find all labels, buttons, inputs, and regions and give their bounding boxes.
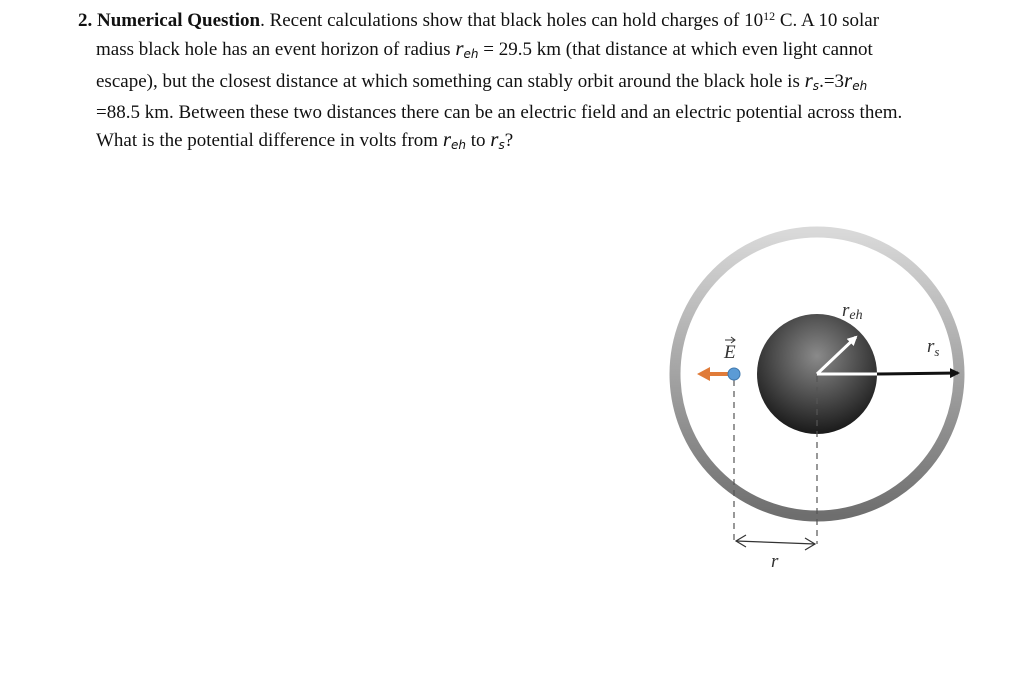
test-charge-dot <box>728 368 740 380</box>
variable-r: r <box>442 127 452 151</box>
question-text-part: C. A 10 solar <box>775 10 880 31</box>
subscript-eh: eh <box>852 79 868 93</box>
charge-exponent: 12 <box>763 9 776 23</box>
question-text-part: = 29.5 km (that distance at which even light cannot <box>478 38 873 60</box>
question-text-part: escape), but the closest distance at which something can stably orbit around the black hole is <box>96 71 805 92</box>
question-text-part: What is the potential difference in volts from <box>96 130 443 151</box>
label-distance-r: r <box>771 551 779 572</box>
question-text-part: ? <box>504 130 514 151</box>
label-electric-field: E <box>724 342 736 363</box>
question-kind: Numerical Question <box>97 10 261 31</box>
variable-r: r <box>844 68 853 92</box>
question-text-part: to <box>466 130 491 151</box>
subscript-s: s <box>812 79 820 93</box>
electric-field-arrowhead <box>697 367 710 381</box>
label-reh-symbol: r <box>842 300 850 321</box>
label-reh-subscript: eh <box>849 308 863 323</box>
question-text-part: .=3 <box>819 71 845 92</box>
subscript-eh: eh <box>451 138 467 152</box>
label-stable-orbit-radius <box>927 336 939 359</box>
question-text-part: mass black hole has an event horizon of radius <box>96 38 456 60</box>
label-rs-subscript: s <box>934 344 940 359</box>
question-text-part: =88.5 km. Between these two distances there can be an electric field and an electric potential across them. <box>96 101 903 123</box>
variable-r: r <box>804 68 813 92</box>
label-event-horizon-radius <box>842 300 863 323</box>
distance-r-arrow <box>736 541 815 544</box>
label-rs-symbol: r <box>927 336 935 357</box>
question-text-part: . Recent calculations show that black holes can hold charges of 10 <box>260 10 764 31</box>
variable-r: r <box>490 127 499 151</box>
subscript-eh: eh <box>463 46 479 61</box>
stable-orbit-radius-arrow <box>877 373 958 374</box>
subscript-s: s <box>498 138 505 152</box>
variable-r: r <box>455 35 464 60</box>
question-number: 2. <box>78 10 93 31</box>
